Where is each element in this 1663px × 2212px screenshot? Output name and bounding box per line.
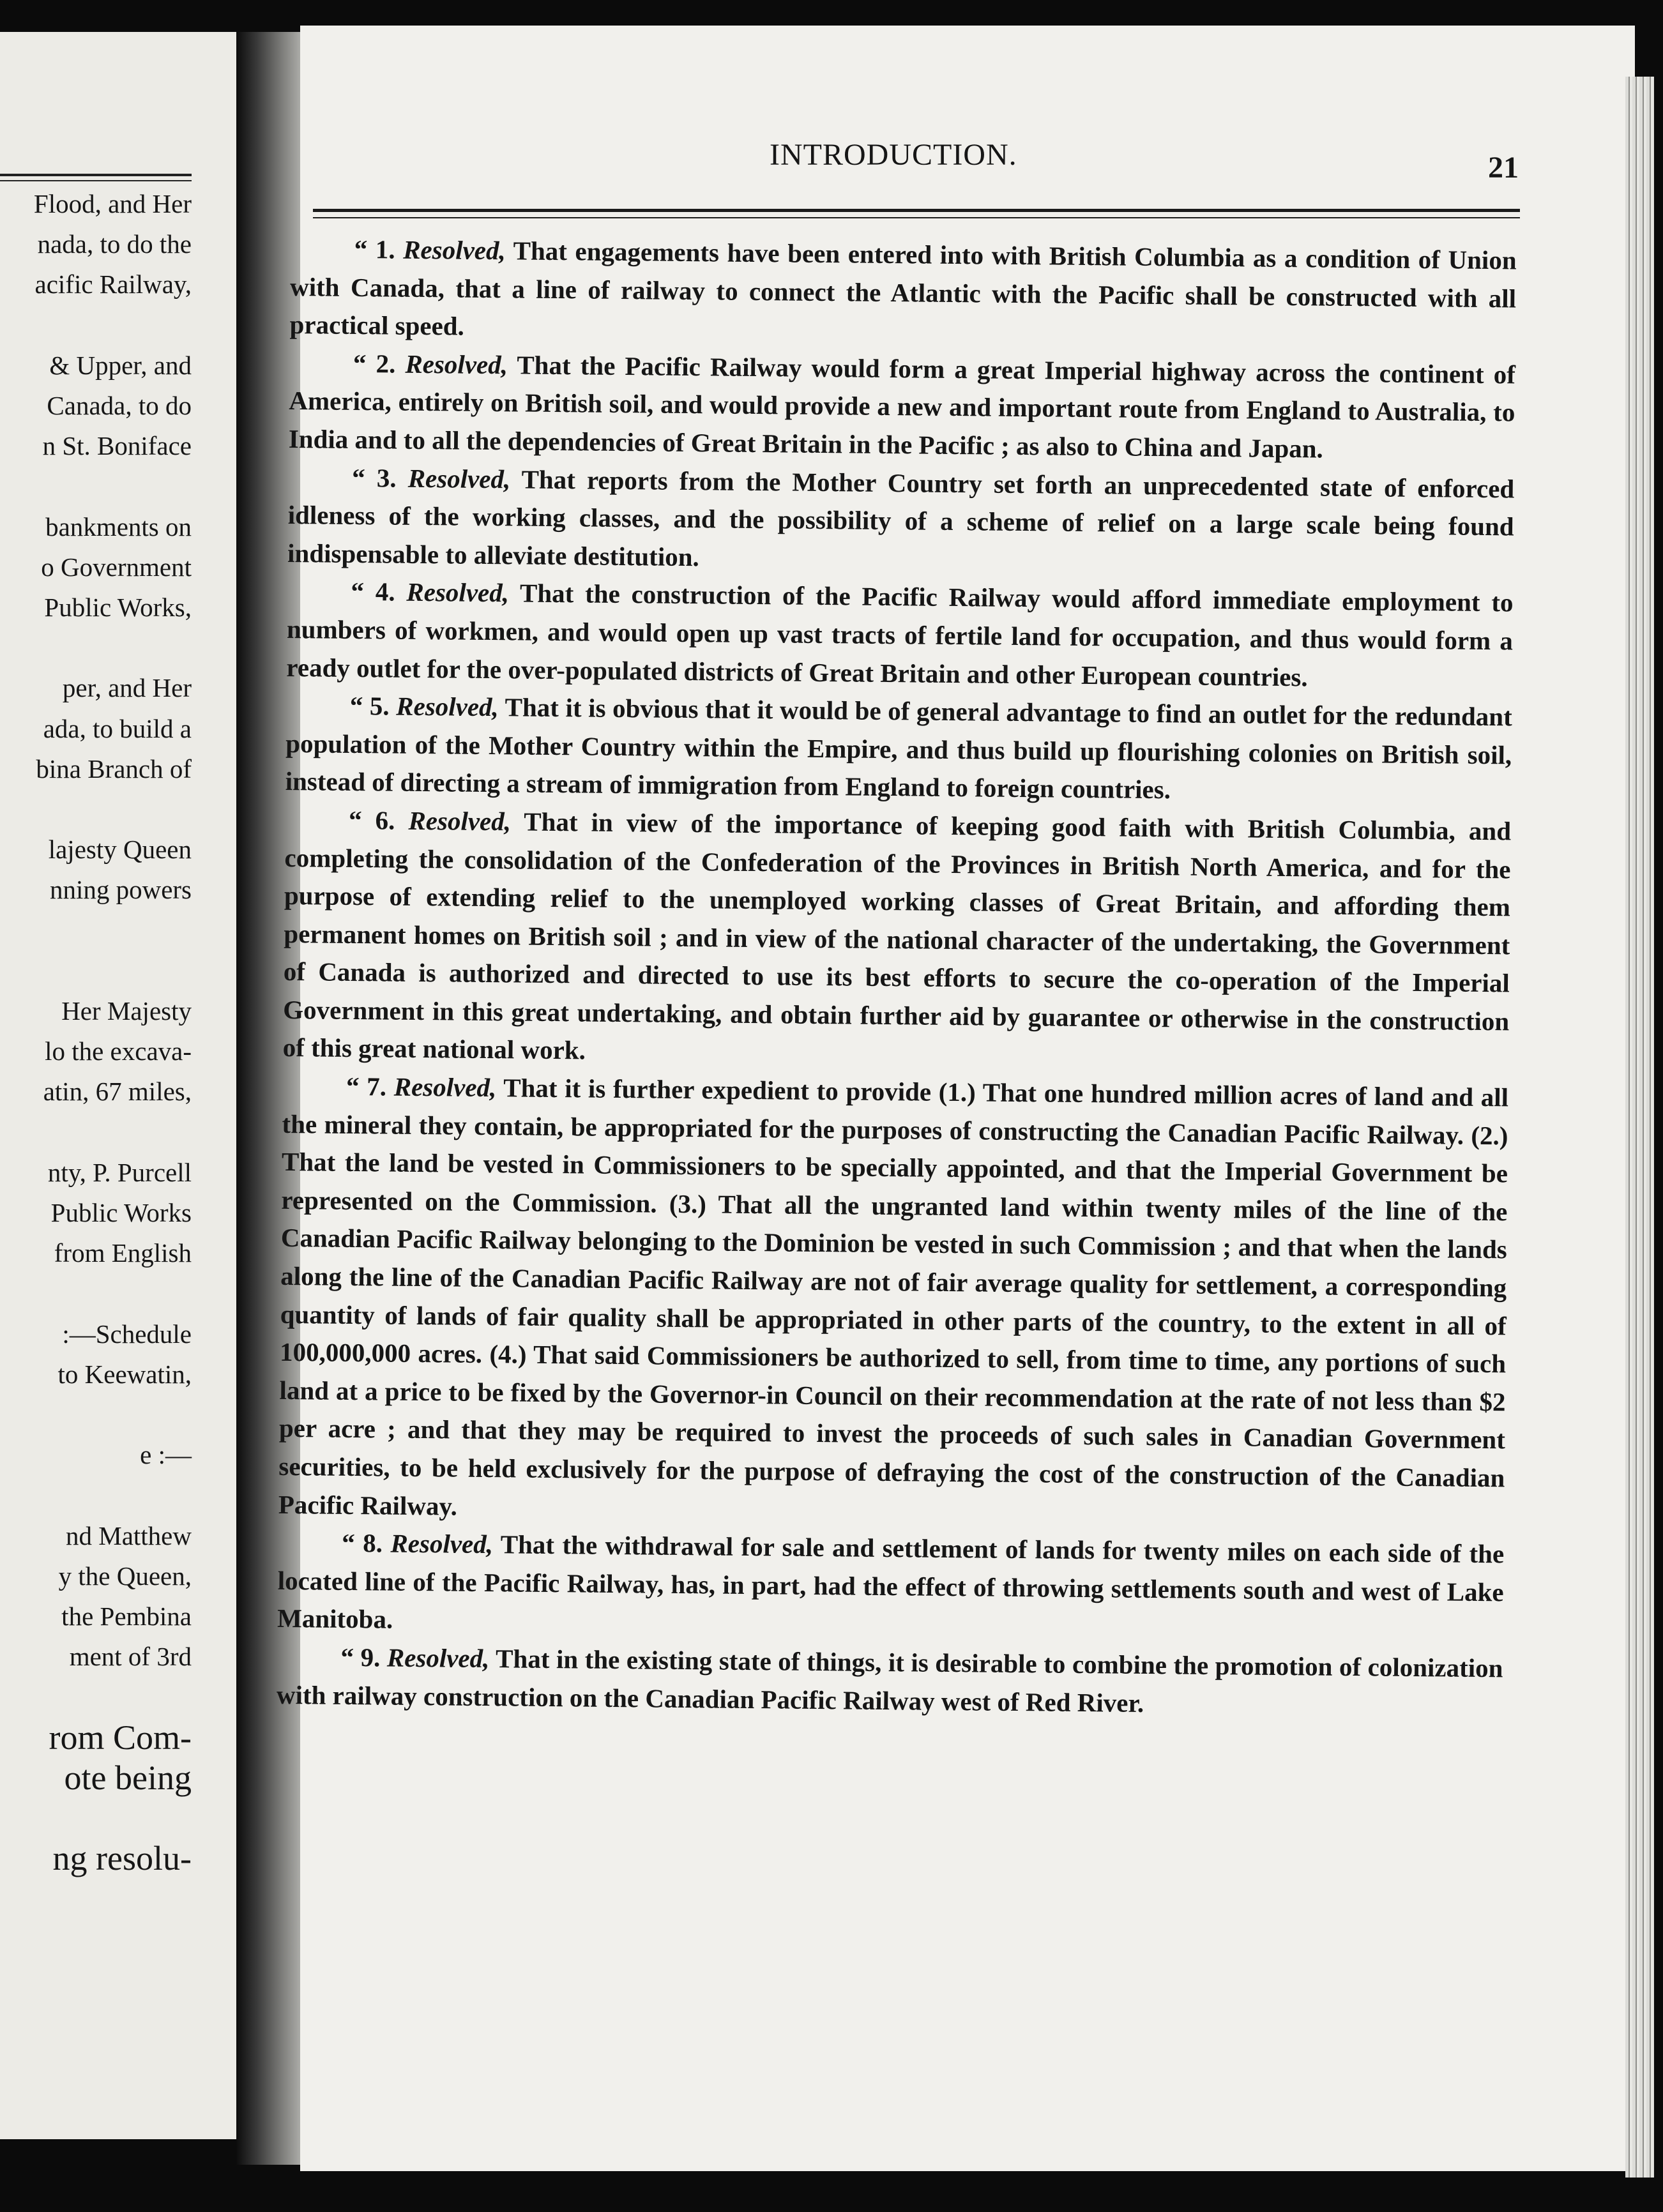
resolution-text: That engagements have been entered into with British Columbia as a condition of Union with Canada, that a line of railway to connect the Atlantic with the Pacific shall be constructed with all practical speed. [289,236,1517,341]
resolution-number: “ 8. [342,1528,391,1558]
resolution-text: That the construction of the Pacific Railway would afford immediate employment to numbers of workmen, and would open up vast tracts of fertile land for occupation, and thus would form a ready outlet for the over-populated districts of Great Britain and other European countries. [286,578,1514,692]
left-page-line: ment of 3rd [69,1642,192,1672]
left-header-rule-thin [0,180,192,181]
header-rule [313,209,1520,212]
resolution-text: That in view of the importance of keeping good faith with British Columbia, and completing the consolidation of the Confederation of the Provinces in British North America, and for the purpose of extending relief to the unemployed working classes of Great Britain, and affording them permanent homes on British soil ; and in view of the national character of the undertaking, the Government of Canada is authorized and directed to use its best efforts to secure the co-operation of the Imperial Government in this great undertaking, and obtain further aid by guarantee or otherwise in the construction of this great national work. [282,807,1512,1065]
resolution-text: That the Pacific Railway would form a great Imperial highway across the continent of America, entirely on British soil, and would provide a new and important route from England to Australia, to India and to all the dependencies of Great Britain in the Pacific ; as also to China and Japan. [288,350,1516,464]
running-head: INTRODUCTION. [770,138,1017,172]
left-page-line: Flood, and Her [33,189,192,218]
resolution-number: “ 2. [353,348,406,379]
left-page-line: nning powers [49,875,192,905]
resolution-paragraph [285,686,1512,812]
resolution-text: That it is further expedient to provide (1.) That one hundred million acres of land and all the mineral they contain, be appropriated for the purposes of constructing the Canadian Pacific Railway. (2.) That the land be vested in Commissioners to be specially appointed, and that the Imperial Government be represented on the Commission. (3.) That all the ungranted land within twenty miles of the line of the Canadian Pacific Railway belonging to the Dominion be vested in such Commission ; and that when the lands along the line of the Canadian Pacific Railway are not of fair average quality for settlement, a corresponding quantity of lands of fair quality shall be appropriated in other parts of the country, to the extent in all of 100,000,000 acres. (4.) That said Commissioners be authorized to sell, from time to time, any portions of such land at a price to be fixed by the Governor-in Council on their recommendation at the rate of not less than $2 per acre ; and that they may be required to invest the proceeds of such sales in Canadian Government securities, to be held exclusively for the purpose of defraying the cost of the construction of the Canadian Pacific Railway. [278,1073,1509,1521]
left-page-line: the Pembina [61,1602,192,1631]
resolution-paragraph [277,1524,1505,1649]
resolution-text: That the withdrawal for sale and settlement of lands for twenty miles on each side of the located line of the Pacific Railway, has, in part, had the effect of throwing settlements south and west of Lake Manitoba. [277,1529,1505,1635]
resolution-number: “ 7. [346,1071,394,1102]
resolved-word: Resolved, [390,1528,494,1559]
resolution-number: “ 4. [351,577,407,607]
left-page-line: nd Matthew [66,1520,192,1550]
left-page-line: o Government [41,552,192,582]
resolved-word: Resolved, [402,234,506,266]
resolution-paragraph [289,230,1517,356]
left-page-line: y the Queen, [58,1561,192,1591]
left-page-line: bina Branch of [36,754,192,784]
left-page-line: per, and Her [62,673,192,703]
left-page-line: Public Works, [44,593,192,622]
resolved-word: Resolved, [405,349,508,380]
resolution-number: “ 6. [348,805,409,835]
resolution-paragraph [289,344,1516,470]
resolved-word: Resolved, [386,1642,490,1674]
body-text [277,230,1517,1725]
resolved-word: Resolved, [407,463,511,494]
resolution-text: That in the existing state of things, it is desirable to combine the promotion of colonization with railway construction on the Canadian Pacific Railway west of Red River. [276,1644,1503,1718]
left-page-line: ng resolu- [52,1839,192,1878]
left-page-line: lajesty Queen [48,835,192,865]
left-page-line: bankments on [45,511,192,542]
left-page-line: nada, to do the [37,229,192,259]
left-page-line: n St. Boniface [42,431,192,461]
left-page-line: e :— [140,1440,192,1470]
left-page-line: :—Schedule [62,1319,192,1349]
left-page-line: nty, P. Purcell [47,1157,192,1187]
resolution-paragraph [287,458,1515,584]
resolution-paragraph [282,801,1511,1079]
resolution-text: That reports from the Mother Country set forth an unprecedented state of enforced idleness of the working classes, and the possibility of a scheme of relief on a large scale being found indispensable to alleviate destitution. [287,464,1515,572]
resolution-paragraph [278,1067,1509,1536]
left-page-fragment [0,32,252,2139]
resolution-number: “ 3. [352,462,408,493]
resolution-number: “ 9. [340,1642,388,1672]
left-page-line: ote being [64,1758,192,1797]
left-page-line: Her Majesty [61,996,192,1026]
left-page-line: from English [54,1238,192,1268]
page-number: 21 [1488,151,1519,185]
resolution-paragraph [277,1638,1503,1726]
resolved-word: Resolved, [406,577,510,608]
resolution-text: That it is obvious that it would be of general advantage to find an outlet for the redundant population of the Mother Country within the Empire, and thus build up flourishing colonies on British soil, instead of directing a stream of immigration from England to foreign countries. [285,692,1513,805]
left-page-line: Public Works [50,1198,192,1227]
resolution-number: “ 5. [349,691,397,721]
header-rule-thin [313,217,1520,218]
resolution-number: “ 1. [354,234,404,264]
page-edges [1625,77,1654,2178]
left-page-line: Canada, to do [47,391,192,420]
left-page-line: rom Com- [49,1718,192,1757]
left-page-line: acific Railway, [34,269,192,299]
resolution-paragraph [286,572,1514,698]
left-header-rule [0,174,192,176]
left-page-line: lo the excava- [45,1036,192,1066]
resolved-word: Resolved, [393,1072,497,1103]
left-page-line: ada, to build a [43,713,192,743]
resolved-word: Resolved, [408,805,512,837]
left-page-line: & Upper, and [49,350,192,380]
left-page-line: atin, 67 miles, [43,1077,192,1107]
left-page-line: to Keewatin, [57,1359,192,1389]
resolved-word: Resolved, [396,691,499,722]
